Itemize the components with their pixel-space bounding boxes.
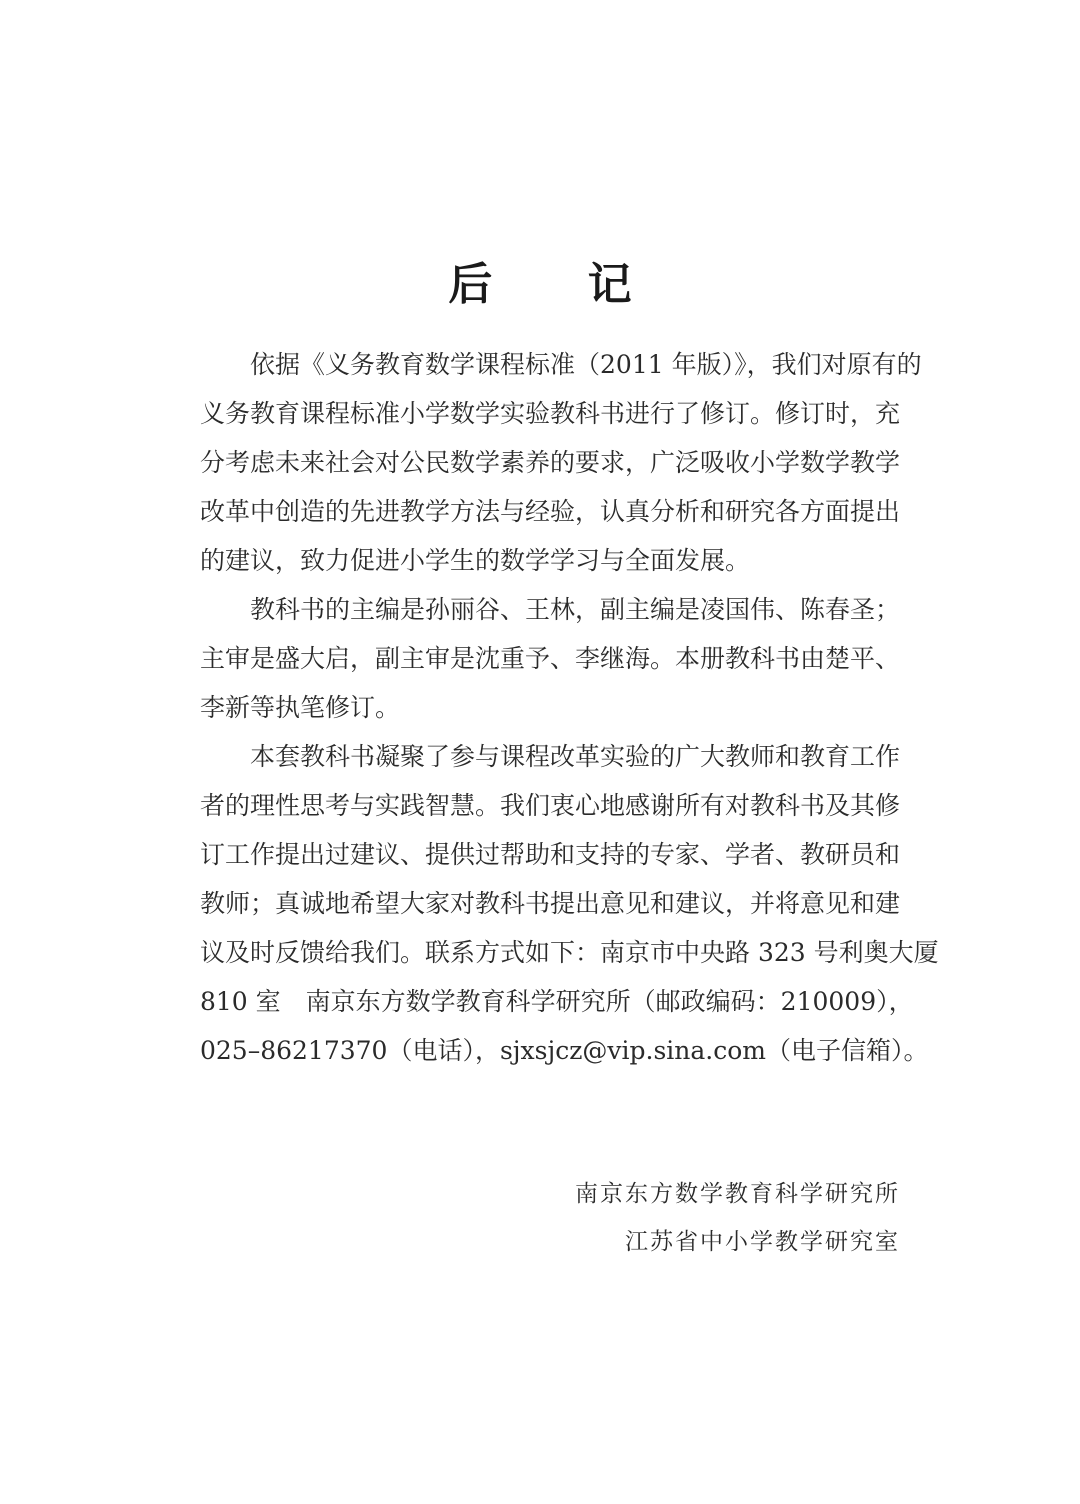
signature-research-office: 江苏省中小学教学研究室 (625, 1229, 900, 1255)
text-line: 改革中创造的先进教学方法与经验，认真分析和研究各方面提出 (200, 497, 901, 526)
text-line: 教师；真诚地希望大家对教科书提出意见和建议，并将意见和建 (200, 889, 901, 918)
text-line: 分考虑未来社会对公民数学素养的要求，广泛吸收小学数学教学 (200, 448, 901, 477)
text-line: 本套教科书凝聚了参与课程改革实验的广大教师和教育工作 (250, 742, 901, 771)
text-line: 李新等执笔修订。 (200, 693, 401, 722)
text-line: 依据《义务教育数学课程标准（2011 年版）》，我们对原有的 (250, 350, 922, 379)
text-line: 810 室 南京东方数学教育科学研究所（邮政编码：210009）， (200, 987, 914, 1016)
paragraph-editors (200, 585, 900, 732)
signature-block (575, 1170, 900, 1266)
page-title: 后 记 (448, 259, 672, 311)
text-line: 的建议，致力促进小学生的数学学习与全面发展。 (200, 546, 751, 575)
text-line: 者的理性思考与实践智慧。我们衷心地感谢所有对教科书及其修 (200, 791, 901, 820)
paragraph-revision-basis (200, 340, 922, 585)
signature-institute: 南京东方数学教育科学研究所 (575, 1181, 900, 1207)
text-line: 教科书的主编是孙丽谷、王林，副主编是凌国伟、陈春圣； (250, 595, 901, 624)
text-line: 义务教育课程标准小学数学实验教科书进行了修订。修订时，充 (200, 399, 901, 428)
text-line: 议及时反馈给我们。联系方式如下：南京市中央路 323 号利奥大厦 (200, 938, 939, 967)
text-line: 主审是盛大启，副主审是沈重予、李继海。本册教科书由楚平、 (200, 644, 901, 673)
text-line: 025–86217370（电话），sjxsjcz@vip.sina.com（电子信箱）。 (200, 1036, 929, 1065)
paragraph-acknowledgement (200, 732, 939, 1075)
text-line: 订工作提出过建议、提供过帮助和支持的专家、学者、教研员和 (200, 840, 901, 869)
afterword-body (200, 340, 939, 1075)
